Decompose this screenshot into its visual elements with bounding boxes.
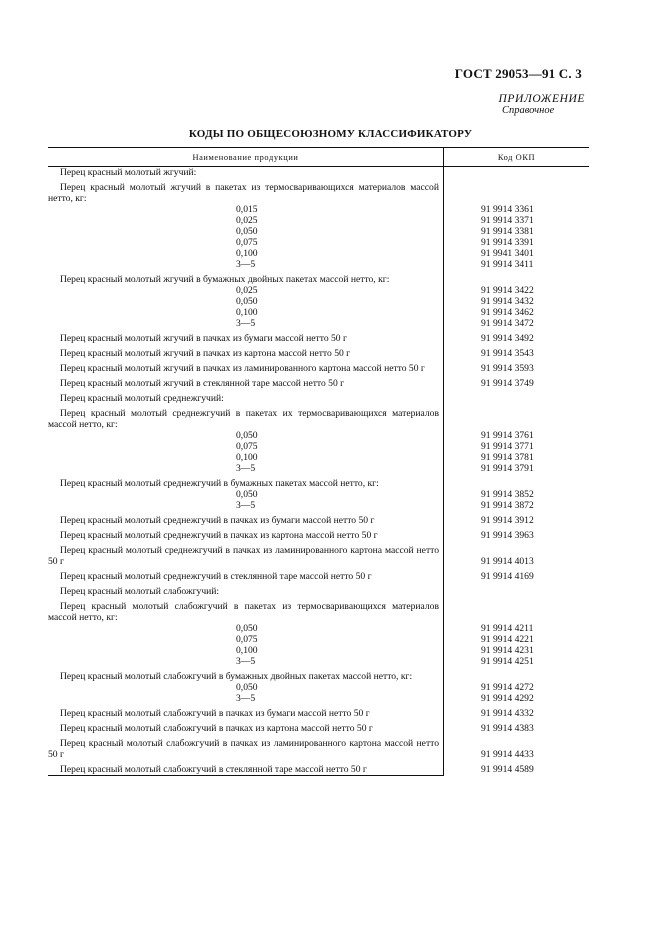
okp-code-cell [443,167,589,178]
table-row [48,656,589,667]
product-name-cell: Перец красный молотый слабожгучий в пачках из картона массой нетто 50 г [60,723,373,734]
product-name-cell: Перец красный молотый среднежгучий в пачках из бумаги массой нетто 50 г [60,515,375,526]
quantity-cell: 0,025 [236,285,258,296]
quantity-cell: 3—5 [236,693,256,704]
okp-code-cell: 91 9914 4292 [481,693,534,704]
quantity-cell: 3—5 [236,500,256,511]
table-row [48,478,589,489]
okp-code-cell: 91 9914 4013 [481,556,534,567]
product-name-cell: Перец красный молотый жгучий в пачках из картона массой нетто 50 г [60,348,351,359]
okp-code-cell: 91 9941 3401 [481,248,534,259]
table-row [48,463,589,474]
product-name-cell: Перец красный молотый жгучий в пакетах из термосваривающихся материалов массой нетто, кг: [48,182,439,204]
table-row [48,226,589,237]
quantity-cell: 0,075 [236,634,258,645]
quantity-cell: 0,100 [236,452,258,463]
product-name-cell: Перец красный молотый жгучий в бумажных двойных пакетах массой нетто, кг: [60,274,390,285]
table-row [48,333,589,344]
table-row [48,764,589,775]
table-row [48,363,589,374]
appendix-title: ПРИЛОЖЕНИЕ [498,93,585,105]
table-row [48,452,589,463]
okp-code-cell: 91 9914 3411 [481,259,534,270]
quantity-cell: 0,075 [236,441,258,452]
okp-code-cell: 91 9914 3543 [481,348,534,359]
okp-code-cell: 91 9914 3781 [481,452,534,463]
table-row [48,623,589,634]
okp-code-cell: 91 9914 4211 [481,623,534,634]
quantity-cell: 3—5 [236,463,256,474]
okp-code-cell: 91 9914 4589 [481,764,534,775]
table-row [48,671,589,682]
okp-code-cell: 91 9914 4272 [481,682,534,693]
table-row [48,182,589,204]
table-row [48,430,589,441]
quantity-cell: 0,050 [236,430,258,441]
table-row [48,259,589,270]
table-row [48,634,589,645]
table-row [48,708,589,719]
table-row [48,441,589,452]
quantity-cell: 0,075 [236,237,258,248]
quantity-cell: 0,015 [236,204,258,215]
product-name-cell: Перец красный молотый слабожгучий в пачках из бумаги массой нетто 50 г [60,708,370,719]
table-header [48,147,589,167]
okp-code-cell [443,586,589,597]
column-header-name: Наименование продукции [48,148,444,166]
quantity-cell: 3—5 [236,318,256,329]
table-row [48,307,589,318]
table-row [48,601,589,623]
okp-code-cell: 91 9914 4221 [481,634,534,645]
product-name-cell: Перец красный молотый слабожгучий в стеклянной таре массой нетто 50 г [60,764,367,775]
okp-code-cell: 91 9914 4332 [481,708,534,719]
okp-code-cell: 91 9914 3852 [481,489,534,500]
okp-code-cell: 91 9914 3593 [481,363,534,374]
document-title: КОДЫ ПО ОБЩЕСОЮЗНОМУ КЛАССИФИКАТОРУ [188,128,473,140]
table-row [48,248,589,259]
quantity-cell: 0,050 [236,489,258,500]
okp-code-cell [443,274,589,285]
page-header: ГОСТ 29053—91 С. 3 [454,66,582,81]
okp-code-cell: 91 9914 4383 [481,723,534,734]
okp-code-cell [443,393,589,404]
table-row [48,500,589,511]
quantity-cell: 0,050 [236,623,258,634]
product-name-cell: Перец красный молотый среднежгучий в пачках из ламинированного картона массой нетто 50 г [48,545,439,567]
table-row [48,682,589,693]
quantity-cell: 0,025 [236,215,258,226]
product-name-cell: Перец красный молотый среднежгучий в пачках из картона массой нетто 50 г [60,530,378,541]
okp-code-cell: 91 9914 3462 [481,307,534,318]
table-row [48,571,589,582]
okp-code-cell [443,478,589,489]
table-row [48,693,589,704]
product-name-cell: Перец красный молотый слабожгучий в пакетах из термосваривающихся материалов массой нетто, кг: [48,601,439,623]
okp-code-cell: 91 9914 3761 [481,430,534,441]
product-name-cell: Перец красный молотый слабожгучий в пачках из ламинированного картона массой нетто 50 г [48,738,439,760]
table-row [48,285,589,296]
okp-code-cell [443,601,589,623]
table-row [48,274,589,285]
okp-code-cell: 91 9914 3361 [481,204,534,215]
product-name-cell: Перец красный молотый среднежгучий в бумажных пакетах массой нетто, кг: [60,478,379,489]
quantity-cell: 0,100 [236,307,258,318]
okp-code-cell [443,408,589,430]
okp-code-cell: 91 9914 3912 [481,515,534,526]
okp-code-cell: 91 9914 3963 [481,530,534,541]
okp-code-cell: 91 9914 3872 [481,500,534,511]
okp-code-cell: 91 9914 3749 [481,378,534,389]
table-bottom-rule [48,775,443,776]
product-name-cell: Перец красный молотый жгучий в пачках из бумаги массой нетто 50 г [60,333,347,344]
okp-code-cell: 91 9914 3771 [481,441,534,452]
quantity-cell: 0,050 [236,296,258,307]
product-name-cell: Перец красный молотый жгучий: [60,167,197,178]
table-row [48,530,589,541]
quantity-cell: 0,050 [236,682,258,693]
quantity-cell: 0,100 [236,645,258,656]
table-row [48,378,589,389]
okp-code-cell: 91 9914 3381 [481,226,534,237]
quantity-cell: 3—5 [236,259,256,270]
okp-code-cell: 91 9914 3422 [481,285,534,296]
okp-code-cell: 91 9914 4251 [481,656,534,667]
okp-code-cell [443,182,589,204]
table-row [48,723,589,734]
table-row [48,318,589,329]
okp-code-cell: 91 9914 3472 [481,318,534,329]
product-name-cell: Перец красный молотый среднежгучий в пакетах их термосваривающихся материалов массой нетто, кг: [48,408,439,430]
okp-code-cell: 91 9914 3432 [481,296,534,307]
appendix-note: Справочное [502,105,555,116]
product-name-cell: Перец красный молотый среднежгучий: [60,393,224,404]
okp-code-cell: 91 9914 4169 [481,571,534,582]
quantity-cell: 0,050 [236,226,258,237]
table-row [48,167,589,178]
product-name-cell: Перец красный молотый жгучий в пачках из ламинированного картона массой нетто 50 г [60,363,425,374]
okp-code-cell: 91 9914 3391 [481,237,534,248]
table-row [48,489,589,500]
product-name-cell: Перец красный молотый слабожгучий: [60,586,220,597]
column-header-code: Код ОКП [497,152,536,162]
product-name-cell: Перец красный молотый слабожгучий в бумажных двойных пакетах массой нетто, кг: [60,671,413,682]
okp-code-cell: 91 9914 4433 [481,749,534,760]
classifier-table [48,147,589,776]
okp-code-cell: 91 9914 3791 [481,463,534,474]
table-row [48,738,589,760]
table-row [48,215,589,226]
table-row [48,515,589,526]
okp-code-cell [443,671,589,682]
table-row [48,586,589,597]
quantity-cell: 0,100 [236,248,258,259]
table-row [48,348,589,359]
table-row [48,645,589,656]
table-row [48,408,589,430]
table-body [48,167,589,776]
okp-code-cell: 91 9914 3492 [481,333,534,344]
quantity-cell: 3—5 [236,656,256,667]
product-name-cell: Перец красный молотый жгучий в стеклянной таре массой нетто 50 г [60,378,345,389]
table-row [48,393,589,404]
table-row [48,204,589,215]
table-row [48,296,589,307]
table-row [48,545,589,567]
product-name-cell: Перец красный молотый среднежгучий в стеклянной таре массой нетто 50 г [60,571,372,582]
table-row [48,237,589,248]
okp-code-cell: 91 9914 4231 [481,645,534,656]
okp-code-cell: 91 9914 3371 [481,215,534,226]
